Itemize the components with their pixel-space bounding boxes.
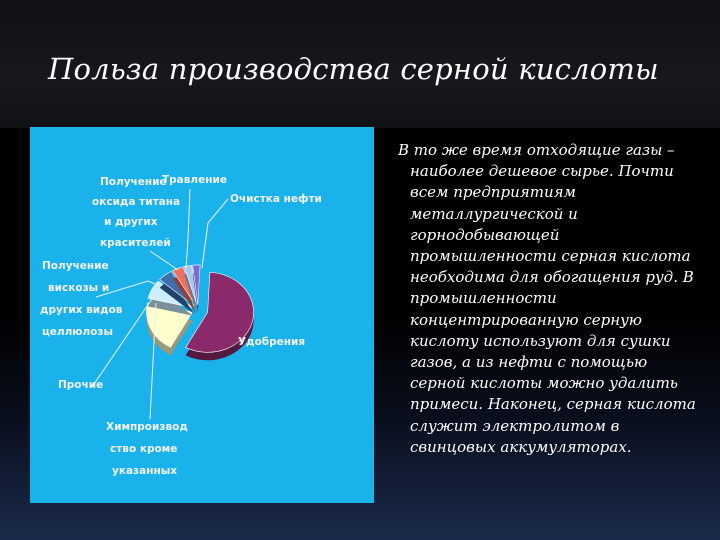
leader-line-oil-refining — [202, 199, 228, 268]
label-fertilizers: Удобрения — [238, 336, 306, 348]
label-viscose: Получение вискозы и других видов целлюлозы — [40, 260, 123, 338]
pie-chart — [30, 127, 374, 503]
pie-chart-svg — [30, 127, 374, 503]
label-etching: Травление — [162, 174, 227, 186]
label-chemical: Химпроизвод ство кроме указанных — [106, 421, 188, 477]
leader-line-titanium — [150, 251, 178, 270]
slide-body-text: В то же время отходящие газы – наиболее дешевое сырье. Почти всем предприятиям металлургической и горнодобывающей промышленности серная кислота необходима для обогащения руд. В промышленности концентрированную серную кислоту используют для сушки газов, а из нефти с помощью серной кислоты можно удалить примеси. Наконец, серная кислота служит электролитом в свинцовых аккумуляторах. — [398, 141, 696, 456]
label-titanium: Получение оксида титана и других красителей — [92, 176, 181, 249]
leader-line-etching — [186, 189, 190, 268]
label-oil-refining: Очистка нефти — [230, 193, 322, 205]
label-other: Прочие — [58, 379, 104, 391]
slide-title: Польза производства серной кислоты — [48, 52, 659, 86]
